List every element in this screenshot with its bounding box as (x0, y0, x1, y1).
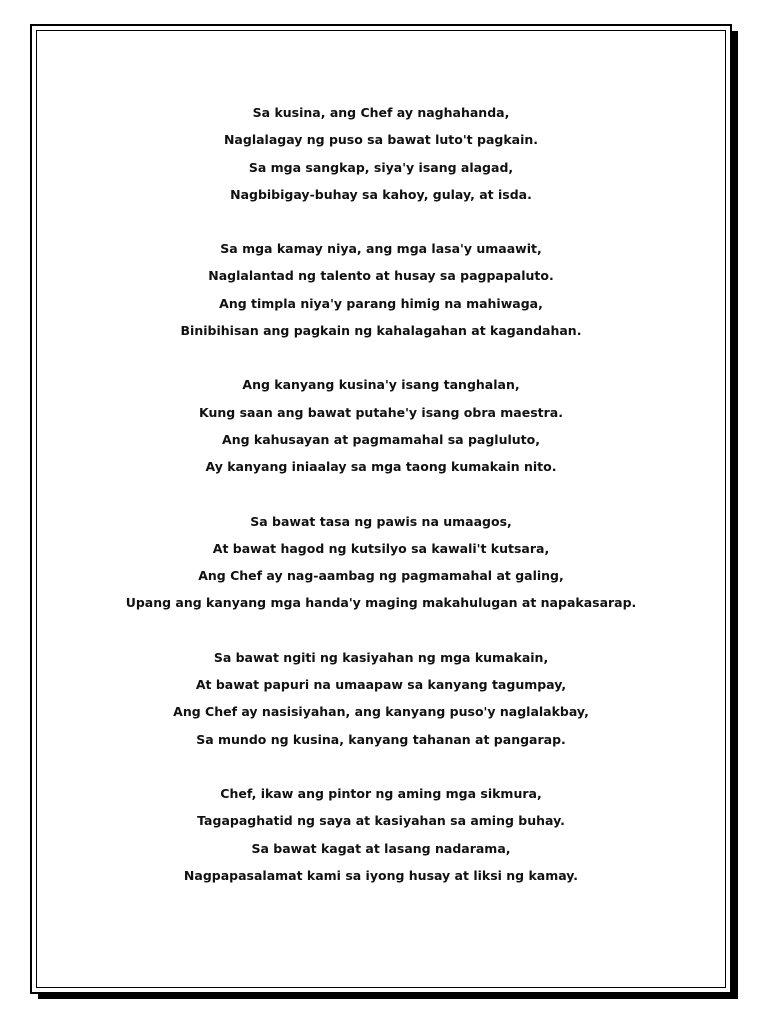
poem-line: Naglalantad ng talento at husay sa pagpapaluto. (208, 268, 554, 284)
stanza (37, 780, 725, 889)
poem-line: Kung saan ang bawat putahe'y isang obra maestra. (199, 404, 563, 420)
poem-line: Tagapaghatid ng saya at kasiyahan sa aming buhay. (197, 813, 565, 829)
poem-line: Chef, ikaw ang pintor ng aming mga sikmura, (220, 785, 542, 801)
page-frame (30, 24, 732, 994)
poem-line: Ang kahusayan at pagmamahal sa pagluluto, (222, 431, 540, 447)
poem-line: Sa mga sangkap, siya'y isang alagad, (248, 159, 514, 175)
stanza (37, 371, 725, 480)
poem-line: At bawat papuri na umaapaw sa kanyang tagumpay, (195, 677, 567, 693)
poem (37, 99, 725, 916)
poem-line: Nagpapasalamat kami sa iyong husay at liksi ng kamay. (183, 867, 579, 883)
poem-line: Upang ang kanyang mga handa'y maging makahulugan at napakasarap. (125, 595, 637, 611)
poem-line: Naglalagay ng puso sa bawat luto't pagkain. (223, 132, 539, 148)
poem-line: Ang Chef ay nasisiyahan, ang kanyang puso'y naglalakbay, (173, 704, 589, 720)
stanza (37, 508, 725, 617)
poem-line: Ang Chef ay nag-aambag ng pagmamahal at galing, (198, 568, 564, 584)
poem-line: Binibihisan ang pagkain ng kahalagahan at kagandahan. (180, 323, 582, 339)
poem-line: Sa mundo ng kusina, kanyang tahanan at pangarap. (196, 731, 566, 747)
poem-line: At bawat hagod ng kutsilyo sa kawali't kutsara, (212, 540, 550, 556)
inner-border (36, 30, 726, 988)
poem-line: Sa bawat tasa ng pawis na umaagos, (250, 513, 512, 529)
stanza (37, 235, 725, 344)
poem-line: Sa mga kamay niya, ang mga lasa'y umaawit, (220, 241, 542, 257)
poem-line: Nagbibigay-buhay sa kahoy, gulay, at isda. (230, 186, 532, 202)
stanza (37, 644, 725, 753)
poem-line: Ay kanyang iniaalay sa mga taong kumakain nito. (205, 459, 557, 475)
poem-line: Sa kusina, ang Chef ay naghahanda, (252, 105, 510, 120)
poem-line: Ang kanyang kusina'y isang tanghalan, (242, 377, 520, 393)
poem-line: Sa bawat kagat at lasang nadarama, (251, 840, 511, 856)
poem-line: Sa bawat ngiti ng kasiyahan ng mga kumakain, (213, 649, 549, 665)
stanza (37, 99, 725, 208)
poem-line: Ang timpla niya'y parang himig na mahiwaga, (219, 295, 543, 311)
